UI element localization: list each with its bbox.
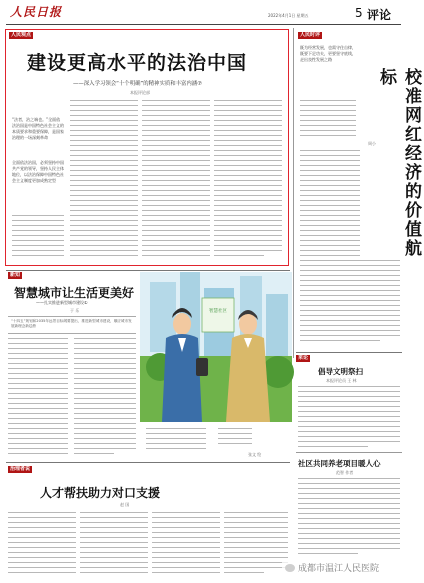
main-article-byline: 本报评论部 (130, 90, 150, 95)
section-name: 评论 (367, 8, 392, 22)
civilized-article-title[interactable]: 倡导文明祭扫 (318, 367, 363, 376)
smart-city-quote-box (8, 316, 136, 334)
wechat-icon (285, 564, 295, 572)
column-tag-renmin-shiping: 人民时评 (300, 32, 321, 38)
masthead-rule (6, 24, 401, 25)
talent-article-title[interactable]: 人才帮扶助力对口支援 (40, 486, 161, 500)
civilized-article-byline: 本报评论员 王 林 (326, 378, 357, 383)
illustration-author: 张文 绘 (248, 452, 262, 457)
column-tag-renmin-guandian: 人民观点 (11, 32, 32, 38)
section-rule-zhili (6, 462, 290, 463)
elderly-article-byline: 范智 作者 (336, 470, 354, 475)
main-article-pullquote-2: 全面依法治国，必须坚持中国共产党的领导，坚持人民主体地位，以法治保障中国特色社会主义制度更加成熟定型 (12, 160, 64, 183)
illustration-svg (140, 272, 292, 422)
talent-article-byline: 赵 国 (120, 502, 130, 507)
section-rule-laixin (296, 352, 402, 353)
column-tag-xinzhi: 新知 (10, 272, 21, 278)
watermark: 成都市温江人民医院 (282, 560, 382, 575)
right-column-quote: 既为经营发展，也需守住自律，既要下足功夫，更要坚守底线，走出良性发展之路 (300, 45, 356, 62)
section-rule-elderly (296, 452, 402, 453)
main-article-title[interactable]: 建设更高水平的法治中国 (27, 52, 248, 74)
column-tag-zhili-zheshuo: 治理者说 (10, 466, 31, 472)
right-column-title[interactable]: 校准网红经济的价值航标 (376, 68, 421, 258)
smart-city-byline: 于 乐 (70, 308, 80, 313)
smart-city-illustration (140, 272, 292, 422)
main-article-pullquote-1: “法者，治之端也。”全面依法治国是中国特色社会主义的本质要求和重要保障，是国家治理的一场深刻革命 (12, 117, 64, 140)
illustration-sign-text: 智慧社区 (209, 309, 227, 314)
section-rule-xinzhi (6, 270, 290, 271)
smart-city-title[interactable]: 智慧城市让生活更美好 (14, 286, 135, 300)
right-column-author: 周小 (368, 141, 376, 146)
page-number: 5 (355, 6, 363, 20)
smart-city-subtitle: ——扎实推进新型城市建设① (36, 300, 88, 305)
main-article-subtitle: ——深入学习领会“十个明确”的精神实质和丰富内涵⑦ (73, 81, 203, 87)
elderly-article-title[interactable]: 社区共同养老项目暖人心 (298, 459, 381, 468)
right-column-divider (293, 28, 294, 358)
smart-city-quote: “十四五”规划和2035年远景目标纲要提出，推进新型城市建设，顺应城市发展新理念新趋势 (11, 319, 132, 328)
masthead-logo: 人民日报 (10, 5, 63, 19)
column-tag-laixin: 来论 (298, 355, 309, 361)
masthead-date: 2022年4月1日 星期五 (268, 13, 309, 18)
